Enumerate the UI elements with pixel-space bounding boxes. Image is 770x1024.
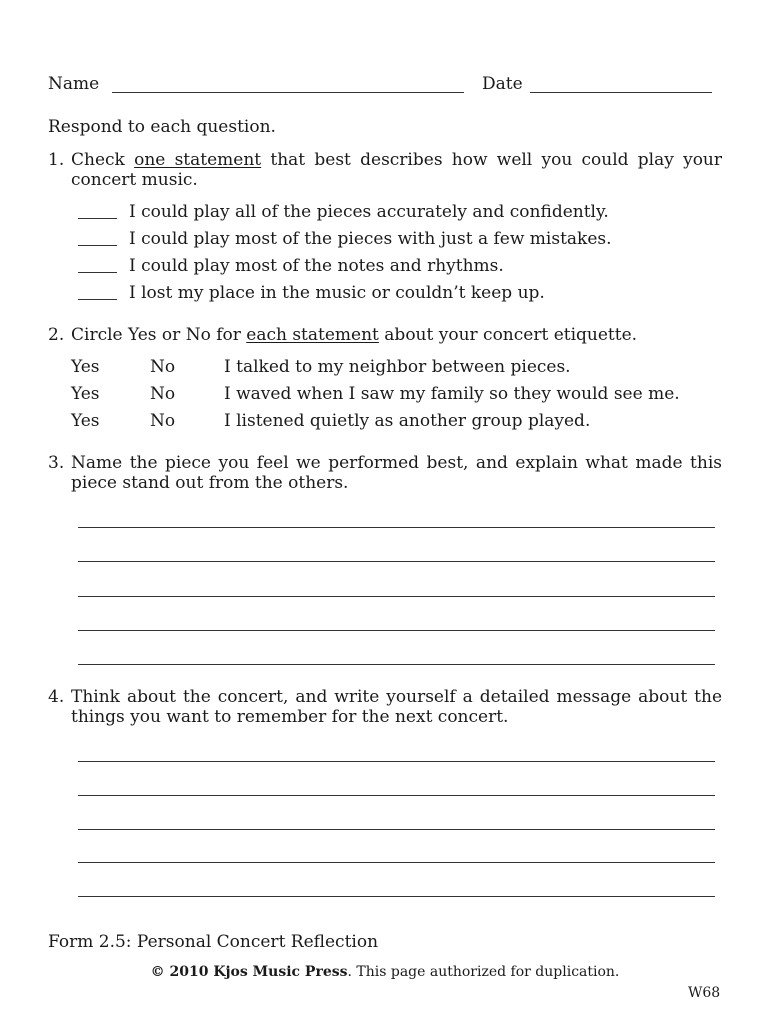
q3-answer-line[interactable]: [78, 561, 715, 562]
date-label: Date: [482, 74, 523, 94]
q3-answer-line[interactable]: [78, 596, 715, 597]
q3-number: 3.: [48, 453, 65, 473]
q3-answer-line[interactable]: [78, 527, 715, 528]
q1-number: 1.: [48, 150, 65, 170]
q1-text-after: that best describes how well you could play your: [270, 150, 723, 170]
q1-option: I could play most of the notes and rhythms.: [129, 256, 504, 276]
q1-check-blank[interactable]: [78, 299, 117, 300]
q4-answer-line[interactable]: [78, 761, 715, 762]
q2-statement: I waved when I saw my family so they would see me.: [224, 384, 680, 404]
q4-prompt-line1: Think about the concert, and write yourself a detailed message about the: [71, 687, 722, 707]
q4-answer-line[interactable]: [78, 862, 715, 863]
q4-number: 4.: [48, 687, 65, 707]
q1-option: I could play most of the pieces with just a few mistakes.: [129, 229, 612, 249]
q1-check-blank[interactable]: [78, 245, 117, 246]
q4-answer-line[interactable]: [78, 829, 715, 830]
copyright-permission: . This page authorized for duplication.: [347, 964, 620, 980]
form-title: Form 2.5: Personal Concert Reflection: [48, 932, 379, 952]
name-label: Name: [48, 74, 100, 94]
q2-text-before: Circle Yes or No for: [71, 325, 241, 345]
instructions: Respond to each question.: [48, 117, 276, 137]
q3-prompt-line1: Name the piece you feel we performed best, and explain what made this: [71, 453, 722, 473]
q2-text-after: about your concert etiquette.: [384, 325, 638, 345]
q2-statement: I listened quietly as another group played.: [224, 411, 591, 431]
q1-prompt-line2: concert music.: [71, 170, 198, 190]
yes-option[interactable]: Yes: [71, 357, 100, 377]
q4-answer-line[interactable]: [78, 896, 715, 897]
q3-answer-line[interactable]: [78, 664, 715, 665]
no-option[interactable]: No: [150, 384, 176, 404]
copyright-holder: © 2010 Kjos Music Press: [150, 964, 348, 980]
q2-prompt: [71, 325, 637, 345]
copyright-notice: [0, 962, 770, 982]
yes-option[interactable]: Yes: [71, 384, 100, 404]
q2-number: 2.: [48, 325, 65, 345]
q1-prompt: [71, 150, 722, 170]
q1-option: I lost my place in the music or couldn’t keep up.: [129, 283, 545, 303]
yes-option[interactable]: Yes: [71, 411, 100, 431]
q1-text-before: Check: [71, 150, 125, 170]
q3-prompt-line2: piece stand out from the others.: [71, 473, 349, 493]
no-option[interactable]: No: [150, 411, 176, 431]
q2-underlined: each statement: [246, 325, 379, 345]
q3-answer-line[interactable]: [78, 630, 715, 631]
q2-statement: I talked to my neighbor between pieces.: [224, 357, 571, 377]
q1-check-blank[interactable]: [78, 218, 117, 219]
name-blank[interactable]: [112, 92, 464, 93]
q1-underlined: one statement: [134, 150, 262, 170]
date-blank[interactable]: [530, 92, 712, 93]
q4-prompt-line2: things you want to remember for the next concert.: [71, 707, 509, 727]
page-code: W68: [688, 985, 721, 1001]
q4-answer-line[interactable]: [78, 795, 715, 796]
q1-check-blank[interactable]: [78, 272, 117, 273]
q1-option: I could play all of the pieces accurately and confidently.: [129, 202, 609, 222]
no-option[interactable]: No: [150, 357, 176, 377]
